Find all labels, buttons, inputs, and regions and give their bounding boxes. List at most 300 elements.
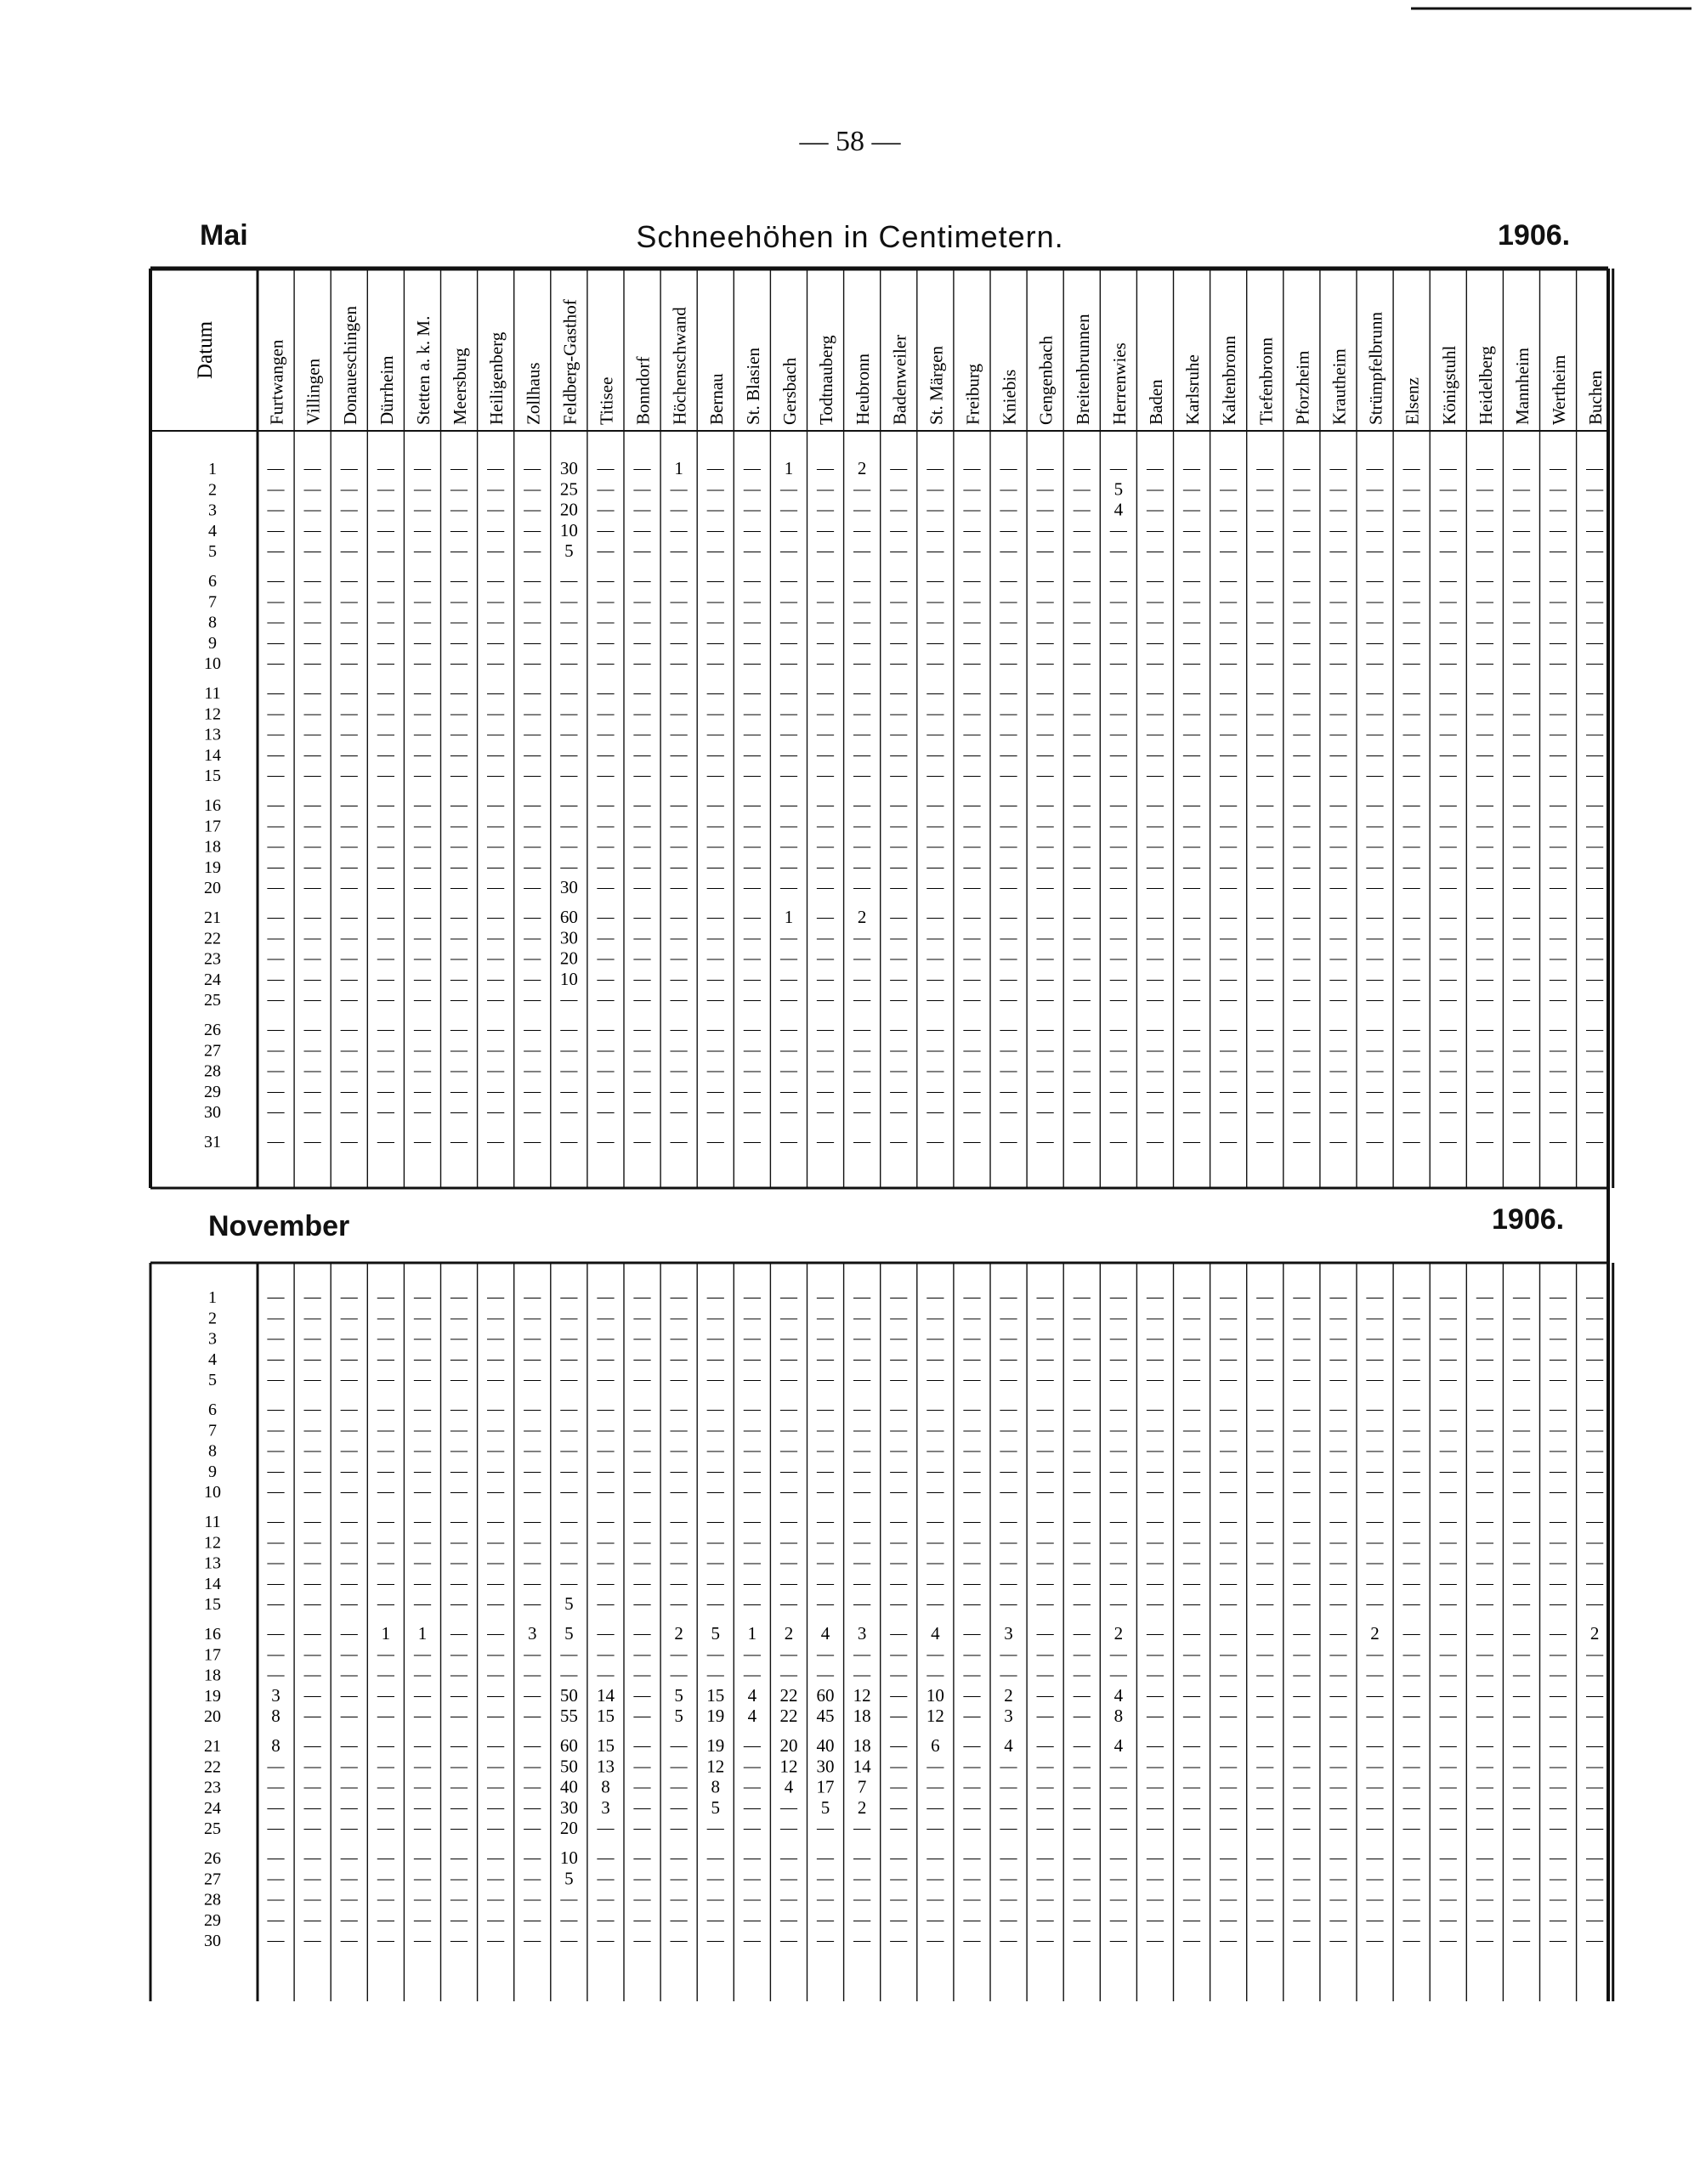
table-cell-empty: —	[413, 1349, 431, 1368]
table-cell-empty: —	[779, 878, 797, 897]
table-cell-empty: —	[1329, 1665, 1347, 1684]
table-cell-empty: —	[1073, 1328, 1091, 1348]
table-cell-empty: —	[1220, 795, 1238, 814]
table-cell-empty: —	[890, 948, 908, 968]
table-cell-empty: —	[1109, 1081, 1127, 1100]
table-cell-empty: —	[779, 766, 797, 785]
table-cell-empty: —	[633, 928, 651, 948]
table-cell-empty: —	[926, 908, 944, 926]
table-cell-empty: —	[743, 1440, 761, 1460]
table-cell-empty: —	[1293, 1512, 1311, 1530]
table-cell-empty: —	[1000, 1461, 1017, 1480]
table-cell-empty: —	[303, 479, 321, 499]
table-cell-empty: —	[1146, 1869, 1164, 1888]
table-cell-empty: —	[1183, 591, 1201, 611]
table-cell-empty: —	[706, 571, 724, 590]
table-cell-empty: —	[853, 1349, 871, 1368]
table-cell-empty: —	[377, 1848, 394, 1867]
table-cell-empty: —	[853, 1848, 871, 1867]
table-cell-empty: —	[524, 1644, 541, 1664]
table-cell-empty: —	[706, 541, 724, 561]
table-cell-empty: —	[377, 1777, 394, 1796]
table-cell-empty: —	[670, 1797, 688, 1817]
table-cell-empty: —	[890, 990, 908, 1010]
table-cell-empty: —	[1402, 654, 1420, 673]
date-label: 24	[204, 970, 221, 989]
table-cell-empty: —	[267, 836, 285, 856]
table-cell-value: 2	[1004, 1684, 1013, 1706]
table-cell-empty: —	[1256, 704, 1274, 723]
table-cell-empty: —	[1256, 878, 1274, 897]
table-cell-empty: —	[779, 1644, 797, 1664]
table-cell-empty: —	[524, 1081, 541, 1100]
table-cell-empty: —	[706, 857, 724, 876]
table-cell-empty: —	[1146, 766, 1164, 785]
table-cell-empty: —	[670, 571, 688, 590]
table-cell-empty: —	[1550, 1910, 1567, 1929]
table-cell-empty: —	[743, 1040, 761, 1060]
table-cell-empty: —	[779, 1328, 797, 1348]
table-cell-empty: —	[706, 928, 724, 948]
table-cell-empty: —	[377, 1931, 394, 1950]
table-cell-empty: —	[1109, 1553, 1127, 1572]
table-cell-empty: —	[450, 591, 468, 611]
table-cell-empty: —	[963, 1736, 981, 1755]
table-cell-empty: —	[413, 795, 431, 814]
table-cell-empty: —	[633, 1440, 651, 1460]
table-cell-empty: —	[1109, 1420, 1127, 1440]
table-cell-empty: —	[743, 795, 761, 814]
table-cell-empty: —	[633, 766, 651, 785]
table-cell-empty: —	[1512, 1132, 1530, 1151]
table-cell-value: 2	[857, 1796, 867, 1818]
table-cell-empty: —	[706, 1349, 724, 1368]
table-cell-empty: —	[487, 766, 505, 785]
table-cell-empty: —	[1512, 1482, 1530, 1502]
table-cell-empty: —	[1550, 591, 1567, 611]
table-cell-empty: —	[1146, 1512, 1164, 1530]
table-cell-empty: —	[303, 724, 321, 744]
table-cell-empty: —	[1256, 1706, 1274, 1726]
table-cell-empty: —	[1402, 1308, 1420, 1327]
table-cell-empty: —	[1256, 766, 1274, 785]
table-cell-empty: —	[963, 948, 981, 968]
table-cell-empty: —	[1329, 520, 1347, 540]
table-cell-empty: —	[1402, 1020, 1420, 1038]
table-cell-empty: —	[890, 1736, 908, 1755]
table-cell-value: 13	[596, 1756, 615, 1777]
table-cell-empty: —	[303, 1889, 321, 1909]
table-cell-empty: —	[1220, 459, 1238, 478]
table-cell-empty: —	[340, 969, 358, 988]
table-cell-value: 60	[559, 907, 578, 927]
table-cell-empty: —	[963, 857, 981, 876]
table-cell-empty: —	[743, 1328, 761, 1348]
table-cell-empty: —	[743, 744, 761, 764]
table-cell-empty: —	[1476, 1020, 1493, 1038]
table-cell-empty: —	[1550, 1061, 1567, 1080]
table-cell-empty: —	[1073, 744, 1091, 764]
table-cell-empty: —	[1439, 1287, 1457, 1306]
table-cell-empty: —	[1220, 1665, 1238, 1684]
table-cell-empty: —	[524, 1461, 541, 1480]
table-cell-empty: —	[1000, 459, 1017, 478]
table-cell-empty: —	[1146, 571, 1164, 590]
table-cell-empty: —	[890, 928, 908, 948]
table-cell-empty: —	[706, 795, 724, 814]
table-cell-empty: —	[963, 816, 981, 835]
table-cell-empty: —	[670, 1040, 688, 1060]
table-cell-empty: —	[1146, 1482, 1164, 1502]
date-label: 3	[208, 1329, 217, 1349]
table-cell-empty: —	[560, 816, 578, 835]
table-cell-empty: —	[1439, 1889, 1457, 1909]
table-cell-empty: —	[853, 632, 871, 652]
table-cell-empty: —	[1256, 520, 1274, 540]
table-cell-empty: —	[963, 908, 981, 926]
table-cell-empty: —	[1476, 520, 1493, 540]
table-cell-empty: —	[1146, 459, 1164, 478]
table-cell-empty: —	[817, 766, 835, 785]
table-cell-empty: —	[926, 816, 944, 835]
table-cell-empty: —	[743, 632, 761, 652]
table-cell-empty: —	[1402, 857, 1420, 876]
table-cell-empty: —	[1476, 1848, 1493, 1867]
table-cell-empty: —	[524, 1553, 541, 1572]
table-cell-empty: —	[670, 1594, 688, 1614]
table-cell-empty: —	[1109, 1848, 1127, 1867]
table-cell-empty: —	[377, 591, 394, 611]
table-cell-empty: —	[670, 1910, 688, 1929]
table-cell-empty: —	[1036, 1287, 1054, 1306]
table-cell-empty: —	[1109, 1461, 1127, 1480]
date-label: 23	[204, 949, 221, 969]
table-cell-empty: —	[1109, 1931, 1127, 1950]
table-cell-empty: —	[1073, 1532, 1091, 1552]
table-cell-empty: —	[817, 836, 835, 856]
table-cell-empty: —	[1183, 1420, 1201, 1440]
table-cell-empty: —	[853, 612, 871, 631]
table-cell-empty: —	[1000, 724, 1017, 744]
table-cell-empty: —	[1220, 928, 1238, 948]
table-cell-empty: —	[670, 816, 688, 835]
table-cell-empty: —	[926, 1328, 944, 1348]
table-cell-empty: —	[779, 1594, 797, 1614]
table-cell-empty: —	[267, 1440, 285, 1460]
table-cell-empty: —	[1586, 969, 1604, 988]
table-cell-empty: —	[1073, 704, 1091, 723]
table-cell-empty: —	[779, 1910, 797, 1929]
table-cell-empty: —	[779, 479, 797, 499]
table-cell-empty: —	[963, 1461, 981, 1480]
table-cell-empty: —	[377, 459, 394, 478]
table-cell-empty: —	[1402, 1869, 1420, 1888]
table-cell-empty: —	[340, 990, 358, 1010]
table-cell-empty: —	[524, 1308, 541, 1327]
table-cell-empty: —	[890, 744, 908, 764]
table-cell-empty: —	[1366, 766, 1384, 785]
table-cell-empty: —	[597, 724, 615, 744]
table-cell-empty: —	[1146, 928, 1164, 948]
table-cell-empty: —	[1329, 1910, 1347, 1929]
table-cell-empty: —	[1329, 1349, 1347, 1368]
table-cell-empty: —	[597, 744, 615, 764]
table-cell-empty: —	[340, 908, 358, 926]
table-cell-empty: —	[1109, 1819, 1127, 1838]
table-cell-empty: —	[963, 591, 981, 611]
table-cell-empty: —	[1293, 1308, 1311, 1327]
table-cell-value: 1	[784, 458, 794, 478]
date-label: 26	[204, 1849, 221, 1868]
table-cell-empty: —	[487, 1706, 505, 1726]
table-cell-empty: —	[340, 1040, 358, 1060]
table-cell-empty: —	[963, 1848, 981, 1867]
table-cell-empty: —	[1220, 479, 1238, 499]
table-cell-empty: —	[1366, 724, 1384, 744]
table-cell-empty: —	[340, 541, 358, 561]
table-cell-empty: —	[1476, 1553, 1493, 1572]
table-cell-empty: —	[1329, 591, 1347, 611]
table-cell-empty: —	[1439, 683, 1457, 702]
table-cell-empty: —	[963, 1040, 981, 1060]
table-cell-empty: —	[963, 1931, 981, 1950]
table-cell-empty: —	[450, 948, 468, 968]
date-label: 28	[204, 1890, 221, 1910]
table-cell-empty: —	[1073, 1482, 1091, 1502]
station-header: Karlsruhe	[1182, 354, 1204, 425]
table-cell-empty: —	[597, 500, 615, 519]
table-cell-empty: —	[1476, 1349, 1493, 1368]
table-cell-empty: —	[817, 1081, 835, 1100]
table-cell-empty: —	[1550, 1532, 1567, 1552]
table-cell-empty: —	[597, 1910, 615, 1929]
station-header: Kniebis	[999, 369, 1020, 425]
table-cell-empty: —	[1439, 500, 1457, 519]
table-cell-empty: —	[303, 816, 321, 835]
date-label: 2	[208, 480, 217, 500]
table-cell-empty: —	[963, 990, 981, 1010]
table-cell-empty: —	[1036, 1102, 1054, 1122]
table-cell-empty: —	[1220, 1889, 1238, 1909]
table-cell-empty: —	[817, 1482, 835, 1502]
table-cell-empty: —	[560, 1553, 578, 1572]
table-cell-empty: —	[340, 1287, 358, 1306]
table-cell-empty: —	[1402, 744, 1420, 764]
table-cell-empty: —	[1366, 1328, 1384, 1348]
table-cell-empty: —	[853, 1328, 871, 1348]
table-cell-empty: —	[1073, 520, 1091, 540]
table-cell-empty: —	[890, 1308, 908, 1327]
table-cell-empty: —	[1550, 1685, 1567, 1705]
table-cell-empty: —	[1329, 1532, 1347, 1552]
date-label: 30	[204, 1103, 221, 1123]
table-cell-empty: —	[743, 1848, 761, 1867]
table-cell-empty: —	[963, 632, 981, 652]
table-cell-empty: —	[560, 1644, 578, 1664]
table-cell-empty: —	[1183, 1757, 1201, 1776]
date-label: 16	[204, 796, 221, 815]
table-cell-empty: —	[706, 990, 724, 1010]
table-cell-empty: —	[340, 1819, 358, 1838]
table-cell-empty: —	[1109, 795, 1127, 814]
table-cell-empty: —	[1586, 1308, 1604, 1327]
table-cell-empty: —	[1512, 948, 1530, 968]
table-cell-empty: —	[890, 1869, 908, 1888]
table-cell-empty: —	[1073, 766, 1091, 785]
table-cell-empty: —	[1402, 612, 1420, 631]
table-cell-empty: —	[413, 1512, 431, 1530]
table-cell-empty: —	[377, 795, 394, 814]
table-cell-empty: —	[1146, 541, 1164, 561]
table-cell-empty: —	[1329, 500, 1347, 519]
table-cell-empty: —	[524, 1349, 541, 1368]
table-cell-empty: —	[633, 1102, 651, 1122]
table-cell-empty: —	[1550, 1869, 1567, 1888]
table-cell-empty: —	[1146, 1102, 1164, 1122]
table-cell-empty: —	[413, 1819, 431, 1838]
table-cell-empty: —	[1000, 1440, 1017, 1460]
table-cell-empty: —	[487, 1328, 505, 1348]
table-cell-empty: —	[267, 1400, 285, 1418]
table-cell-empty: —	[1439, 541, 1457, 561]
table-cell-empty: —	[450, 1061, 468, 1080]
table-cell-empty: —	[963, 479, 981, 499]
table-cell-empty: —	[1036, 766, 1054, 785]
table-cell-empty: —	[524, 1889, 541, 1909]
table-cell-empty: —	[1073, 1132, 1091, 1151]
table-cell-empty: —	[1329, 724, 1347, 744]
table-cell-empty: —	[1256, 1736, 1274, 1755]
table-cell-empty: —	[670, 744, 688, 764]
table-cell-empty: —	[1256, 612, 1274, 631]
table-cell-empty: —	[1329, 541, 1347, 561]
table-cell-empty: —	[1550, 1132, 1567, 1151]
table-cell-empty: —	[926, 878, 944, 897]
table-cell-empty: —	[487, 1736, 505, 1755]
table-cell-empty: —	[1550, 1102, 1567, 1122]
table-cell-empty: —	[340, 1848, 358, 1867]
table-cell-empty: —	[926, 459, 944, 478]
table-cell-empty: —	[779, 1532, 797, 1552]
table-cell-empty: —	[670, 1020, 688, 1038]
table-cell-empty: —	[377, 1889, 394, 1909]
table-cell-empty: —	[1329, 1020, 1347, 1038]
table-cell-empty: —	[597, 878, 615, 897]
table-cell-empty: —	[926, 795, 944, 814]
table-cell-empty: —	[817, 1308, 835, 1327]
table-cell-empty: —	[817, 459, 835, 478]
table-cell-empty: —	[670, 541, 688, 561]
date-label: 18	[204, 1666, 221, 1685]
table-cell-empty: —	[1220, 1308, 1238, 1327]
table-cell-empty: —	[1439, 766, 1457, 785]
table-cell-empty: —	[1256, 1020, 1274, 1038]
table-cell-empty: —	[853, 1061, 871, 1080]
table-cell-empty: —	[853, 836, 871, 856]
table-cell-empty: —	[1073, 1736, 1091, 1755]
table-cell-empty: —	[1586, 654, 1604, 673]
table-cell-empty: —	[1366, 1370, 1384, 1389]
table-cell-empty: —	[303, 1081, 321, 1100]
table-cell-empty: —	[670, 1081, 688, 1100]
table-cell-empty: —	[1586, 1594, 1604, 1614]
table-cell-empty: —	[450, 724, 468, 744]
table-cell-empty: —	[1366, 1910, 1384, 1929]
table-cell-empty: —	[1329, 1797, 1347, 1817]
table-cell-empty: —	[487, 1553, 505, 1572]
table-cell-empty: —	[1293, 1757, 1311, 1776]
table-cell-empty: —	[779, 520, 797, 540]
table-cell-empty: —	[1439, 1869, 1457, 1888]
table-cell-empty: —	[1183, 1132, 1201, 1151]
table-cell-empty: —	[1293, 1040, 1311, 1060]
table-cell-empty: —	[633, 1931, 651, 1950]
table-cell-empty: —	[890, 1685, 908, 1705]
table-cell-empty: —	[1073, 1777, 1091, 1796]
table-cell-empty: —	[524, 969, 541, 988]
table-cell-empty: —	[1293, 1020, 1311, 1038]
table-cell-empty: —	[853, 1420, 871, 1440]
station-header: Baden	[1145, 379, 1166, 425]
table-cell-empty: —	[779, 1573, 797, 1593]
table-cell-empty: —	[633, 1370, 651, 1389]
table-cell-empty: —	[487, 1400, 505, 1418]
table-cell-empty: —	[413, 1532, 431, 1552]
table-cell-empty: —	[1586, 1482, 1604, 1502]
table-cell-empty: —	[340, 816, 358, 835]
table-cell-empty: —	[1256, 1461, 1274, 1480]
table-cell-empty: —	[1402, 1685, 1420, 1705]
table-cell-empty: —	[1109, 928, 1127, 948]
table-cell-empty: —	[524, 1869, 541, 1888]
page-title: Schneehöhen in Centimetern.	[636, 219, 1064, 254]
table-cell-empty: —	[450, 704, 468, 723]
table-cell-empty: —	[670, 857, 688, 876]
table-cell-empty: —	[1000, 1102, 1017, 1122]
table-cell-empty: —	[1256, 744, 1274, 764]
table-cell-empty: —	[1293, 1736, 1311, 1755]
table-cell-empty: —	[1329, 1736, 1347, 1755]
table-cell-empty: —	[670, 1400, 688, 1418]
table-cell-empty: —	[963, 1020, 981, 1038]
table-cell-empty: —	[1146, 990, 1164, 1010]
table-cell-empty: —	[597, 1553, 615, 1572]
table-cell-empty: —	[1183, 878, 1201, 897]
table-cell-empty: —	[267, 1420, 285, 1440]
table-cell-empty: —	[377, 1081, 394, 1100]
date-label: 5	[208, 542, 217, 562]
table-cell-empty: —	[1402, 1061, 1420, 1080]
table-cell-empty: —	[1586, 541, 1604, 561]
table-cell-empty: —	[1000, 520, 1017, 540]
table-cell-empty: —	[1402, 1532, 1420, 1552]
table-cell-empty: —	[303, 1869, 321, 1888]
table-cell-empty: —	[1512, 1370, 1530, 1389]
table-cell-empty: —	[450, 1461, 468, 1480]
table-cell-empty: —	[303, 1757, 321, 1776]
table-cell-empty: —	[487, 1910, 505, 1929]
table-cell-empty: —	[303, 1020, 321, 1038]
table-cell-empty: —	[1146, 1848, 1164, 1867]
date-label: 8	[208, 613, 217, 632]
table-cell-empty: —	[1109, 857, 1127, 876]
table-cell-empty: —	[963, 836, 981, 856]
table-cell-empty: —	[1220, 969, 1238, 988]
table-cell-empty: —	[1550, 766, 1567, 785]
table-cell-empty: —	[267, 1889, 285, 1909]
date-label: 30	[204, 1932, 221, 1951]
table-cell-empty: —	[450, 1777, 468, 1796]
